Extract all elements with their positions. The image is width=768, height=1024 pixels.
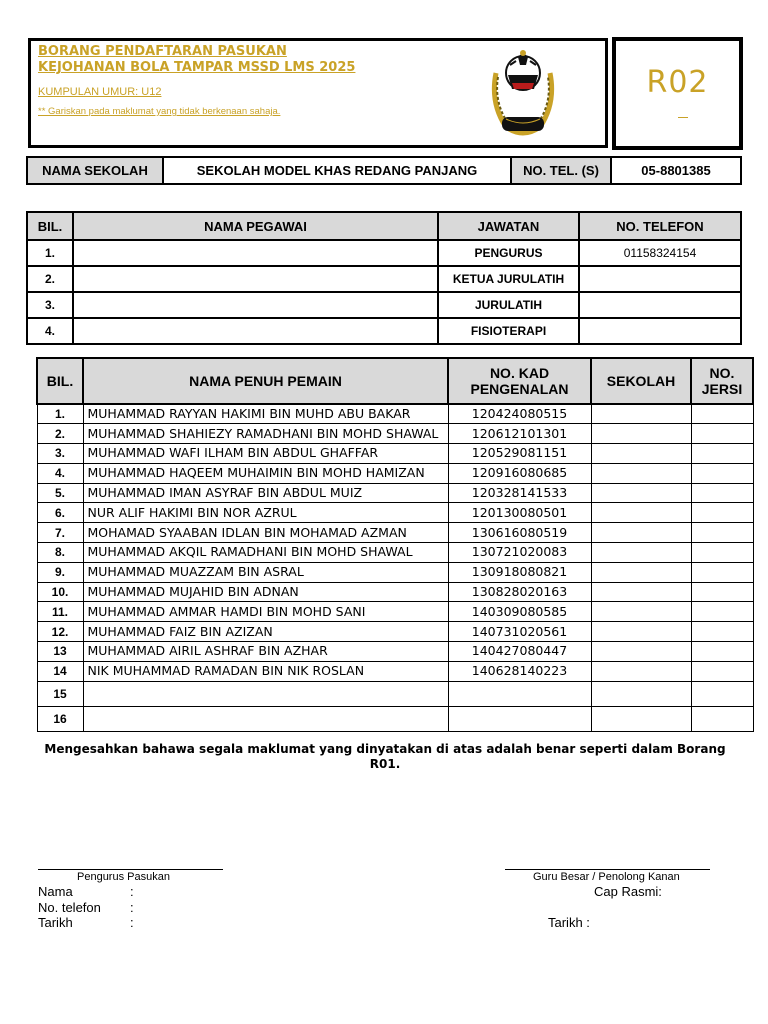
player-row — [37, 622, 753, 642]
player-school — [591, 661, 691, 681]
player-name: MUHAMMAD FAIZ BIN AZIZAN — [83, 622, 448, 642]
player-jersey-number — [691, 706, 753, 731]
player-bil: 7. — [37, 523, 83, 543]
form-title — [38, 44, 355, 76]
player-jersey-number — [691, 562, 753, 582]
staff-bil: 4. — [27, 318, 73, 344]
staff-phone: 01158324154 — [579, 240, 741, 266]
player-ic-number: 140628140223 — [448, 661, 591, 681]
staff-name — [73, 240, 438, 266]
players-col-school: SEKOLAH — [591, 358, 691, 404]
players-body — [37, 404, 753, 731]
player-ic-number: 130721020083 — [448, 543, 591, 563]
player-school — [591, 404, 691, 424]
phone-colon: : — [130, 900, 134, 915]
date-label: Tarikh — [38, 915, 73, 930]
player-name: MUHAMMAD AKQIL RAMADHANI BIN MOHD SHAWAL — [83, 543, 448, 563]
title-line-2: KEJOHANAN BOLA TAMPAR MSSD LMS 2025 — [38, 60, 356, 75]
staff-header-row — [27, 212, 741, 240]
staff-name — [73, 318, 438, 344]
player-name: MUHAMMAD MUAZZAM BIN ASRAL — [83, 562, 448, 582]
player-jersey-number — [691, 483, 753, 503]
player-school — [591, 562, 691, 582]
instruction-note: ** Gariskan pada maklumat yang tidak berkenaan sahaja. — [38, 106, 281, 117]
player-row — [37, 582, 753, 602]
title-line-1: BORANG PENDAFTARAN PASUKAN — [38, 44, 287, 59]
player-jersey-number — [691, 424, 753, 444]
players-col-name: NAMA PENUH PEMAIN — [83, 358, 448, 404]
player-row — [37, 463, 753, 483]
player-jersey-number — [691, 543, 753, 563]
player-school — [591, 503, 691, 523]
school-tel-value: 05-8801385 — [611, 157, 741, 184]
school-info-row — [27, 157, 741, 184]
form-code: R02 — [646, 65, 709, 100]
manager-caption: Pengurus Pasukan — [77, 871, 170, 883]
staff-row — [27, 240, 741, 266]
player-bil: 2. — [37, 424, 83, 444]
player-ic-number: 120130080501 — [448, 503, 591, 523]
staff-role: PENGURUS — [438, 240, 579, 266]
staff-phone — [579, 318, 741, 344]
player-school — [591, 424, 691, 444]
player-name: MUHAMMAD SHAHIEZY RAMADHANI BIN MOHD SHAWAL — [83, 424, 448, 444]
player-row — [37, 562, 753, 582]
form-header — [28, 38, 608, 148]
player-bil: 13 — [37, 642, 83, 662]
player-ic-number — [448, 706, 591, 731]
player-row — [37, 602, 753, 622]
staff-phone — [579, 266, 741, 292]
form-code-suffix — [678, 117, 688, 118]
players-col-bil: BIL. — [37, 358, 83, 404]
players-col-ic: NO. KAD PENGENALAN — [448, 358, 591, 404]
staff-table — [26, 211, 742, 345]
staff-role: JURULATIH — [438, 292, 579, 318]
player-bil: 14 — [37, 661, 83, 681]
player-name: MUHAMMAD AIRIL ASHRAF BIN AZHAR — [83, 642, 448, 662]
staff-row — [27, 318, 741, 344]
players-col-jersey: NO. JERSI — [691, 358, 753, 404]
player-school — [591, 543, 691, 563]
player-bil: 1. — [37, 404, 83, 424]
player-name: MUHAMMAD HAQEEM MUHAIMIN BIN MOHD HAMIZAN — [83, 463, 448, 483]
player-jersey-number — [691, 582, 753, 602]
player-bil: 8. — [37, 543, 83, 563]
headmaster-caption: Guru Besar / Penolong Kanan — [533, 871, 680, 883]
state-crest-icon — [488, 43, 558, 141]
player-jersey-number — [691, 523, 753, 543]
player-ic-number: 120424080515 — [448, 404, 591, 424]
staff-name — [73, 266, 438, 292]
player-name: MUHAMMAD WAFI ILHAM BIN ABDUL GHAFFAR — [83, 444, 448, 464]
player-school — [591, 582, 691, 602]
player-name: NIK MUHAMMAD RAMADAN BIN NIK ROSLAN — [83, 661, 448, 681]
player-ic-number: 140731020561 — [448, 622, 591, 642]
staff-bil: 2. — [27, 266, 73, 292]
staff-role: KETUA JURULATIH — [438, 266, 579, 292]
player-bil: 3. — [37, 444, 83, 464]
headmaster-date-label: Tarikh : — [548, 915, 590, 930]
player-bil: 10. — [37, 582, 83, 602]
staff-name — [73, 292, 438, 318]
staff-col-role: JAWATAN — [438, 212, 579, 240]
player-name — [83, 706, 448, 731]
staff-col-bil: BIL. — [27, 212, 73, 240]
date-colon: : — [130, 915, 134, 930]
player-row — [37, 424, 753, 444]
staff-row — [27, 292, 741, 318]
school-name-label: NAMA SEKOLAH — [27, 157, 163, 184]
player-school — [591, 444, 691, 464]
player-row — [37, 543, 753, 563]
player-ic-number: 120529081151 — [448, 444, 591, 464]
staff-col-phone: NO. TELEFON — [579, 212, 741, 240]
player-jersey-number — [691, 681, 753, 706]
player-name: MUHAMMAD IMAN ASYRAF BIN ABDUL MUIZ — [83, 483, 448, 503]
name-colon: : — [130, 884, 134, 899]
staff-bil: 1. — [27, 240, 73, 266]
manager-signature-line — [38, 869, 223, 870]
player-bil: 11. — [37, 602, 83, 622]
player-name: MUHAMMAD AMMAR HAMDI BIN MOHD SANI — [83, 602, 448, 622]
player-jersey-number — [691, 463, 753, 483]
staff-row — [27, 266, 741, 292]
player-name: MUHAMMAD RAYYAN HAKIMI BIN MUHD ABU BAKAR — [83, 404, 448, 424]
staff-role: FISIOTERAPI — [438, 318, 579, 344]
player-row — [37, 706, 753, 731]
player-jersey-number — [691, 661, 753, 681]
player-bil: 5. — [37, 483, 83, 503]
player-name: NUR ALIF HAKIMI BIN NOR AZRUL — [83, 503, 448, 523]
player-jersey-number — [691, 444, 753, 464]
staff-phone — [579, 292, 741, 318]
player-name: MUHAMMAD MUJAHID BIN ADNAN — [83, 582, 448, 602]
player-name: MOHAMAD SYAABAN IDLAN BIN MOHAMAD AZMAN — [83, 523, 448, 543]
player-row — [37, 681, 753, 706]
player-row — [37, 503, 753, 523]
player-ic-number — [448, 681, 591, 706]
player-school — [591, 622, 691, 642]
player-row — [37, 642, 753, 662]
player-ic-number: 120916080685 — [448, 463, 591, 483]
player-jersey-number — [691, 622, 753, 642]
player-bil: 15 — [37, 681, 83, 706]
player-school — [591, 523, 691, 543]
name-label: Nama — [38, 884, 73, 899]
player-name — [83, 681, 448, 706]
headmaster-signature-line — [505, 869, 710, 870]
school-info-table — [26, 156, 742, 185]
player-school — [591, 463, 691, 483]
player-school — [591, 642, 691, 662]
player-ic-number: 120328141533 — [448, 483, 591, 503]
player-ic-number: 130828020163 — [448, 582, 591, 602]
players-header-row — [37, 358, 753, 404]
player-ic-number: 140309080585 — [448, 602, 591, 622]
school-tel-label: NO. TEL. (S) — [511, 157, 611, 184]
player-row — [37, 444, 753, 464]
player-school — [591, 681, 691, 706]
player-bil: 12. — [37, 622, 83, 642]
confirmation-statement: Mengesahkan bahawa segala maklumat yang dinyatakan di atas adalah benar seperti dalam Borang R01. — [44, 742, 726, 771]
player-row — [37, 404, 753, 424]
player-jersey-number — [691, 642, 753, 662]
player-jersey-number — [691, 602, 753, 622]
age-group: KUMPULAN UMUR: U12 — [38, 86, 162, 98]
player-bil: 9. — [37, 562, 83, 582]
player-row — [37, 523, 753, 543]
player-school — [591, 706, 691, 731]
player-jersey-number — [691, 503, 753, 523]
form-code-box — [612, 37, 743, 150]
player-ic-number: 140427080447 — [448, 642, 591, 662]
player-row — [37, 661, 753, 681]
player-ic-number: 120612101301 — [448, 424, 591, 444]
player-ic-number: 130918080821 — [448, 562, 591, 582]
phone-label: No. telefon — [38, 900, 101, 915]
school-name-value: SEKOLAH MODEL KHAS REDANG PANJANG — [163, 157, 511, 184]
player-school — [591, 602, 691, 622]
staff-col-name: NAMA PEGAWAI — [73, 212, 438, 240]
player-bil: 6. — [37, 503, 83, 523]
official-stamp-label: Cap Rasmi: — [594, 884, 662, 899]
player-bil: 4. — [37, 463, 83, 483]
player-bil: 16 — [37, 706, 83, 731]
player-row — [37, 483, 753, 503]
player-school — [591, 483, 691, 503]
player-ic-number: 130616080519 — [448, 523, 591, 543]
staff-bil: 3. — [27, 292, 73, 318]
players-table — [36, 357, 754, 732]
player-jersey-number — [691, 404, 753, 424]
